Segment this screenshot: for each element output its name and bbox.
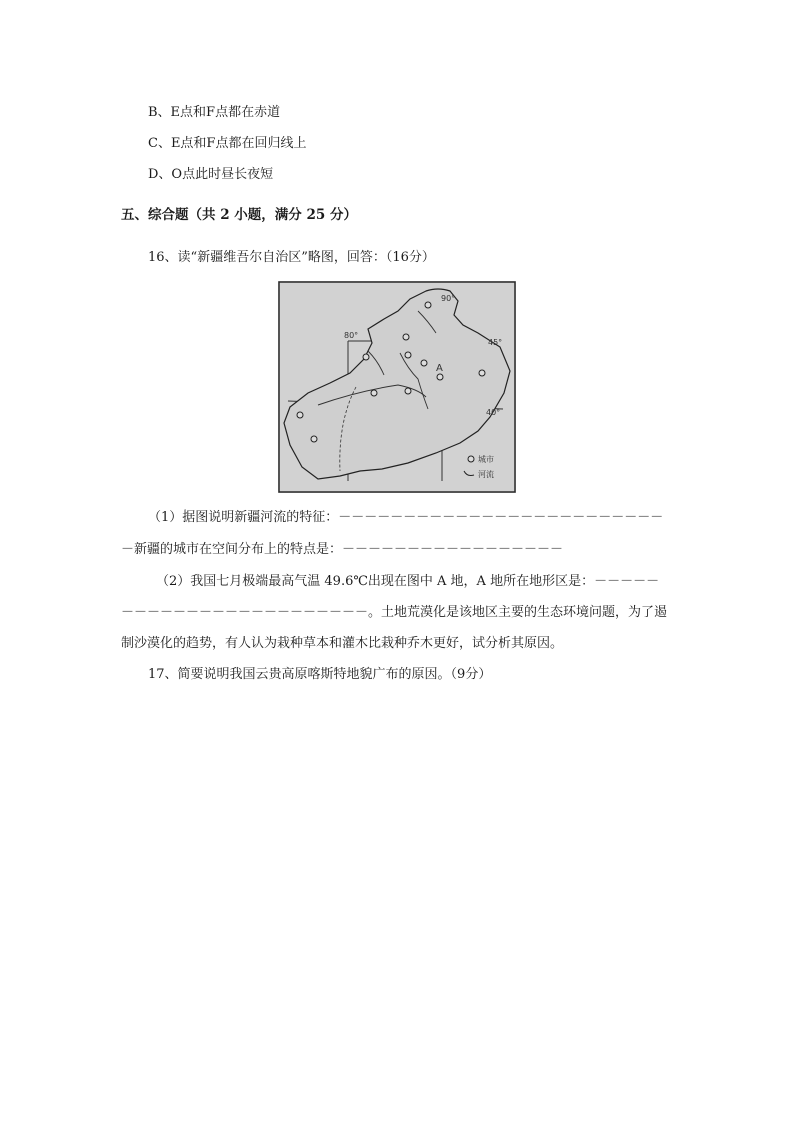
city-marker <box>363 354 369 360</box>
city-marker <box>371 390 377 396</box>
xinjiang-map <box>278 281 516 493</box>
legend-city-label: 城市 <box>478 455 494 464</box>
city-marker <box>479 370 485 376</box>
city-marker <box>421 360 427 366</box>
section-title: 五、综合题（共 2 小题，满分 25 分） <box>121 207 357 223</box>
option-d: D、O点此时昼长夜短 <box>148 167 274 182</box>
label-point-a: A <box>436 363 443 374</box>
q16-part2-line3: 制沙漠化的趋势，有人认为栽种草本和灌木比栽种乔木更好，试分析其原因。 <box>121 636 564 651</box>
xinjiang-map-figure <box>278 281 516 493</box>
q16-part2-line1: （2）我国七月极端最高气温 49.6℃出现在图中 A 地，A 地所在地形区是：－－－－－ <box>156 574 660 589</box>
label-lon-90: 90° <box>441 294 456 303</box>
city-marker <box>311 436 317 442</box>
city-marker <box>297 412 303 418</box>
label-lon-80: 80° <box>344 331 359 340</box>
city-marker <box>403 334 409 340</box>
city-marker <box>437 374 443 380</box>
label-lat-45: 45° <box>488 338 503 347</box>
legend-river-label: 河流 <box>478 470 494 479</box>
option-c: C、E点和F点都在回归线上 <box>148 136 307 151</box>
label-lat-40: 40° <box>486 408 501 417</box>
legend-city-icon <box>468 456 474 462</box>
question-16-stem: 16、读“新疆维吾尔自治区”略图，回答：（16分） <box>148 250 435 265</box>
city-marker <box>425 302 431 308</box>
q16-part1-line2: －新疆的城市在空间分布上的特点是：－－－－－－－－－－－－－－－－－ <box>121 542 564 557</box>
question-17-stem: 17、简要说明我国云贵高原喀斯特地貌广布的原因。（9分） <box>148 667 492 682</box>
option-b: B、E点和F点都在赤道 <box>148 105 281 120</box>
city-marker <box>405 388 411 394</box>
city-marker <box>405 352 411 358</box>
q16-part2-line2: －－－－－－－－－－－－－－－－－－－。土地荒漠化是该地区主要的生态环境问题，为了遏 <box>121 605 668 620</box>
q16-part1-line1: （1）据图说明新疆河流的特征：－－－－－－－－－－－－－－－－－－－－－－－－－ <box>148 510 664 525</box>
